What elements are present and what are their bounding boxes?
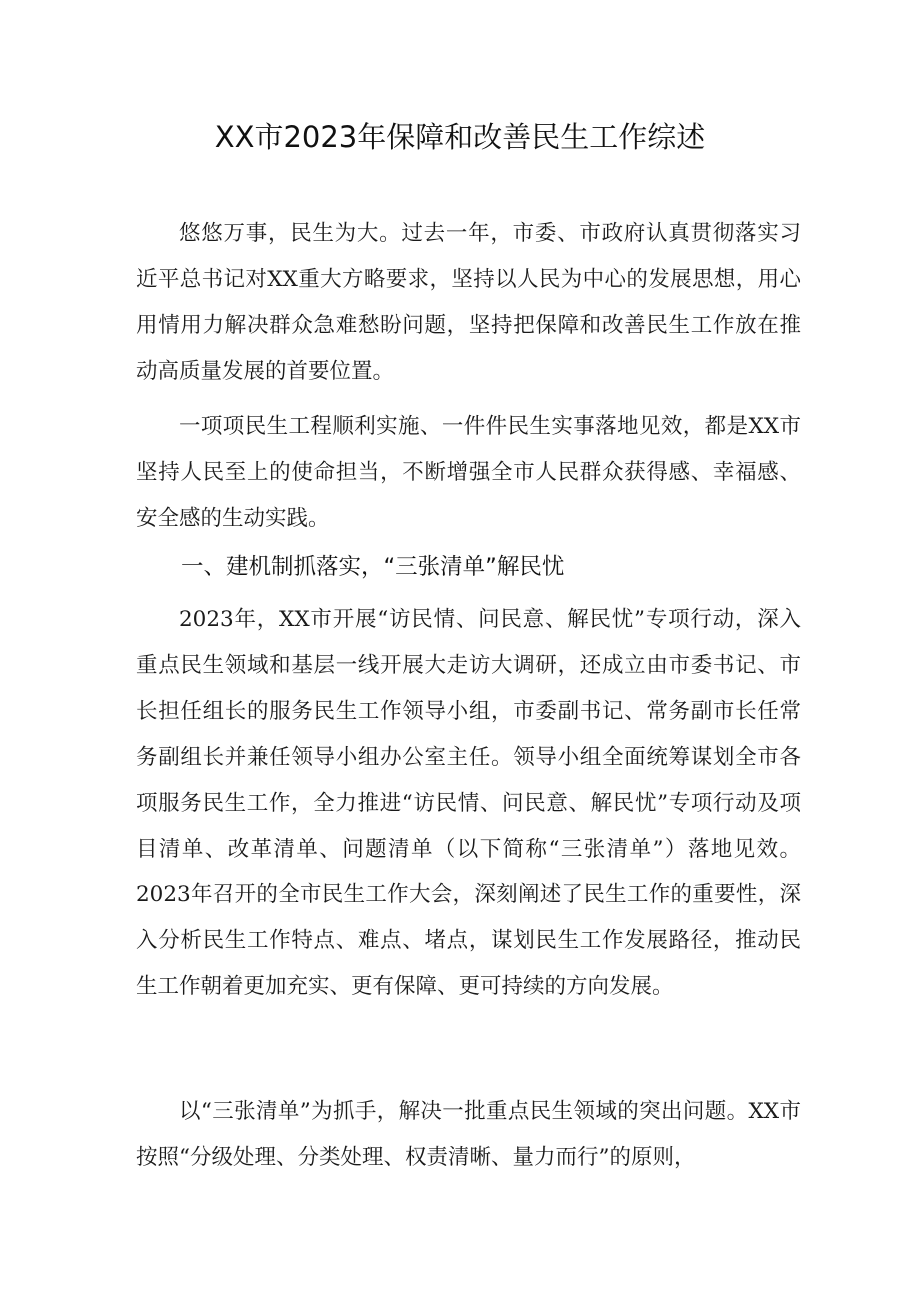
intro-paragraph-1: 悠悠万事，民生为大。过去一年，市委、市政府认真贯彻落实习近平总书记对XX重大方略要求，坚持以人民为中心的发展思想，用心用情用力解决群众急难愁盼问题，坚持把保障和改善民生工作放在推动高质量发展的首要位置。 [136, 221, 801, 384]
section-heading-1: 一、建机制抓落实，“三张清单”解民忧 [181, 554, 565, 580]
document-title: XX市2023年保障和改善民生工作综述 [214, 120, 706, 154]
intro-paragraph-2: 一项项民生工程顺利实施、一件件民生实事落地见效，都是XX市坚持人民至上的使命担当，不断增强全市人民群众获得感、幸福感、安全感的生动实践。 [136, 414, 801, 531]
section-paragraph-1: 2023年，XX市开展“访民情、问民意、解民忧”专项行动，深入重点民生领域和基层一线开展大走访大调研，还成立由市委书记、市长担任组长的服务民生工作领导小组，市委副书记、常务副市长任常务副组长并兼任领导小组办公室主任。领导小组全面统筹谋划全市各项服务民生工作，全力推进“访民情、问民意、解民忧”专项行动及项目清单、改革清单、问题清单（以下简称“三张清单”）落地见效。2023年召开的全市民生工作大会，深刻阐述了民生工作的重要性，深入分析民生工作特点、难点、堵点，谋划民生工作发展路径，推动民生工作朝着更加充实、更有保障、更可持续的方向发展。 [136, 607, 801, 1000]
section-paragraph-2: 以“三张清单”为抓手，解决一批重点民生领域的突出问题。XX市按照“分级处理、分类处理、权责清晰、量力而行”的原则， [136, 1099, 801, 1170]
